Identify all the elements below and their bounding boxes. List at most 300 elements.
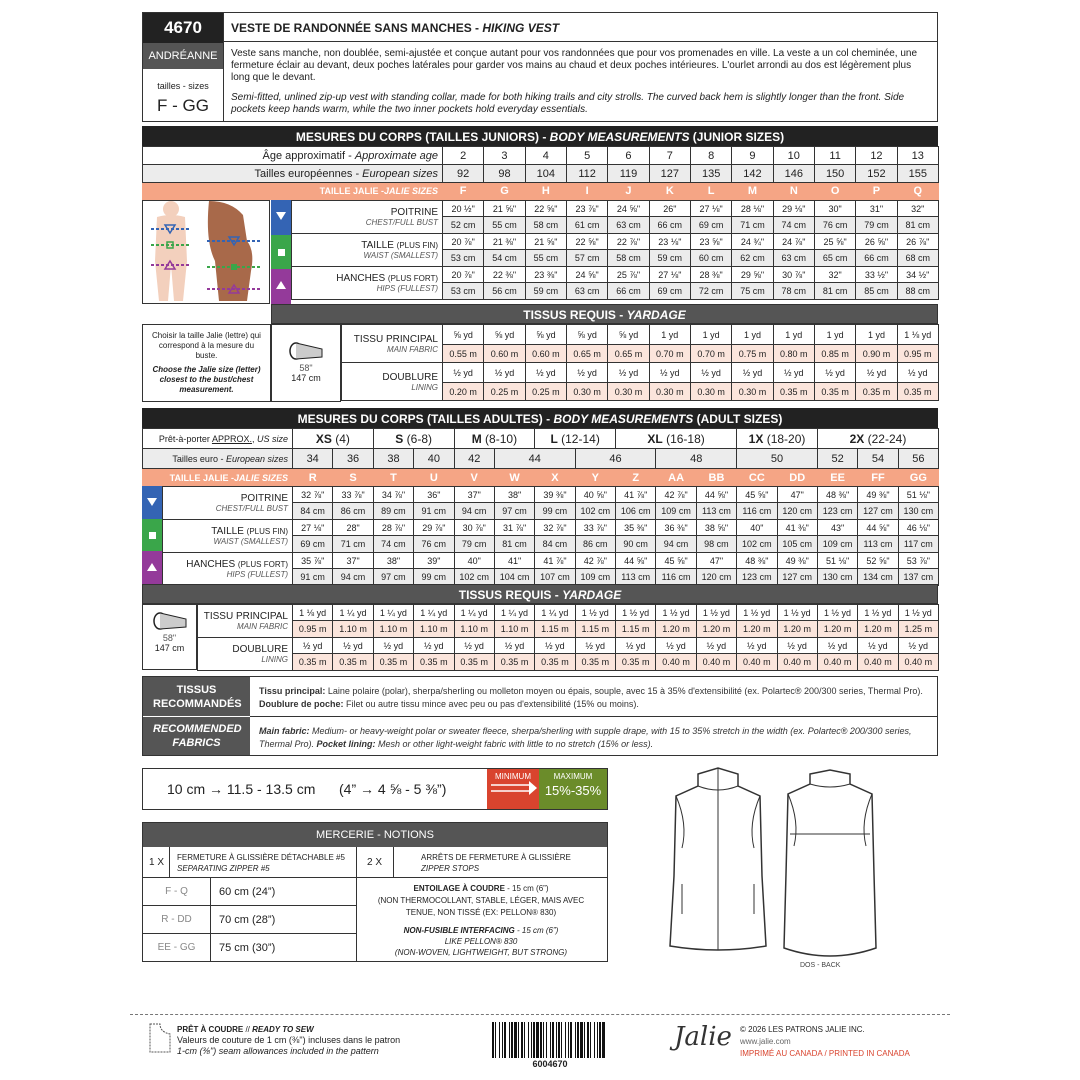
measure-cm-cell: 89 cm xyxy=(373,503,413,520)
euro-size-cell: 119 xyxy=(608,165,649,183)
age-cell: 13 xyxy=(897,147,938,165)
meter-cell: 0.30 m xyxy=(649,383,690,401)
vest-front-drawing xyxy=(670,768,766,950)
measure-inch-cell: 39 ⅜" xyxy=(535,487,575,503)
measure-cm-cell: 53 cm xyxy=(443,250,484,267)
measure-inch-cell: 40 ⅝" xyxy=(575,487,615,503)
age-cell: 10 xyxy=(773,147,814,165)
measure-inch-cell: 31" xyxy=(856,201,897,217)
meter-cell: 1.10 m xyxy=(373,621,413,638)
measure-cm-cell: 54 cm xyxy=(484,250,525,267)
stretch-imperial: (4” → 4 ⅝ - 5 ⅜”) xyxy=(339,781,447,797)
meter-cell: 0.30 m xyxy=(732,383,773,401)
euro-size-cell: 34 xyxy=(293,449,333,469)
barcode-bar xyxy=(499,1022,500,1058)
yard-cell: ½ yd xyxy=(856,363,897,383)
yard-cell: 1 ½ yd xyxy=(898,605,938,621)
junior-figure xyxy=(142,200,270,304)
measure-cm-cell: 88 cm xyxy=(897,283,938,300)
barcode-bar xyxy=(568,1022,569,1058)
measure-inch-cell: 25 ⅝" xyxy=(814,234,855,250)
measure-cm-cell: 86 cm xyxy=(575,536,615,553)
measure-cm-cell: 134 cm xyxy=(858,569,898,586)
zip-size: F - Q xyxy=(143,878,211,906)
measure-cm-cell: 81 cm xyxy=(814,283,855,300)
measure-inch-cell: 26" xyxy=(649,201,690,217)
measure-cm-cell: 79 cm xyxy=(454,536,494,553)
main-fabric-label: TISSU PRINCIPAL MAIN FABRIC xyxy=(198,605,293,638)
measure-cm-cell: 71 cm xyxy=(333,536,373,553)
measure-cm-cell: 75 cm xyxy=(732,283,773,300)
measure-cm-cell: 76 cm xyxy=(814,217,855,234)
fabric-roll-icon xyxy=(286,339,326,361)
triangle-down-icon xyxy=(276,212,286,220)
measure-cm-cell: 120 cm xyxy=(696,569,736,586)
measure-cm-cell: 109 cm xyxy=(817,536,857,553)
arrow-right-icon xyxy=(489,781,537,795)
measure-cm-cell: 66 cm xyxy=(856,250,897,267)
meter-cell: 1.20 m xyxy=(737,621,777,638)
measure-inch-cell: 20 ⅞" xyxy=(443,234,484,250)
meter-cell: 1.10 m xyxy=(494,621,534,638)
measure-inch-cell: 49 ⅜" xyxy=(777,553,817,569)
measure-label: TAILLE (PLUS FIN) WAIST (SMALLEST) xyxy=(163,520,293,553)
measure-inch-cell: 24 ⅝" xyxy=(608,201,649,217)
measure-inch-cell: 28" xyxy=(333,520,373,536)
yard-cell: ½ yd xyxy=(777,638,817,654)
measure-cm-cell: 69 cm xyxy=(690,217,731,234)
measure-cm-cell: 81 cm xyxy=(897,217,938,234)
euro-size-cell: 155 xyxy=(897,165,938,183)
yard-cell: ½ yd xyxy=(333,638,373,654)
adult-euro-label: Tailles euro - European sizes xyxy=(143,449,293,469)
jalie-size-cell: Y xyxy=(575,469,615,487)
fabric-roll-icon xyxy=(150,609,190,631)
zip-label: FERMETURE À GLISSIÈRE DÉTACHABLE #5 SEPARATING ZIPPER #5 xyxy=(177,853,345,873)
yard-cell: ½ yd xyxy=(454,638,494,654)
title-en: HIKING VEST xyxy=(482,21,560,35)
vest-technical-drawing xyxy=(660,764,890,974)
meter-cell: 0.35 m xyxy=(616,654,656,671)
yard-cell: 1 ½ yd xyxy=(656,605,696,621)
copyright: © 2026 LES PATRONS JALIE INC. www.jalie.com IMPRIMÉ AU CANADA / PRINTED IN CANADA xyxy=(740,1025,910,1058)
measure-cm-cell: 76 cm xyxy=(414,536,454,553)
yard-cell: 1 yd xyxy=(856,325,897,345)
euro-size-cell: 127 xyxy=(649,165,690,183)
measure-cm-cell: 63 cm xyxy=(566,283,607,300)
measure-inch-cell: 28 ⅞" xyxy=(373,520,413,536)
barcode-bar xyxy=(558,1022,560,1058)
title-fr: VESTE DE RANDONNÉE SANS MANCHES xyxy=(231,21,472,35)
measure-inch-cell: 21 ⅝" xyxy=(525,234,566,250)
jalie-size-cell: P xyxy=(856,183,897,200)
description-fr: Veste sans manche, non doublée, semi-ajustée et conçue autant pour vos randonnées que pour vos promenades en ville. La veste a un col cheminée, une fermeture éclair au devant, deux poches latérales pour garder vos mains au chaud et deux poches intérieures. L'ourlet arrondi au dos est légèrement plus long que le devant. xyxy=(231,48,918,83)
measure-cm-cell: 69 cm xyxy=(649,283,690,300)
yard-cell: ½ yd xyxy=(732,363,773,383)
stretch-guide xyxy=(142,768,608,810)
junior-yardage-table xyxy=(341,324,939,401)
junior-title-en: BODY MEASUREMENTS xyxy=(549,130,690,144)
measure-cm-cell: 102 cm xyxy=(575,503,615,520)
measure-cm-cell: 113 cm xyxy=(616,569,656,586)
yard-cell: ½ yd xyxy=(293,638,333,654)
barcode-bar xyxy=(561,1022,562,1058)
measure-cm-cell: 66 cm xyxy=(649,217,690,234)
yard-cell: ½ yd xyxy=(443,363,484,383)
measure-inch-cell: 28 ⅛" xyxy=(732,201,773,217)
meter-cell: 0.95 m xyxy=(897,345,938,363)
triangle-up-icon xyxy=(276,281,286,289)
measure-cm-cell: 69 cm xyxy=(293,536,333,553)
jalie-label: TAILLE JALIE -JALIE SIZES xyxy=(143,183,443,200)
meter-cell: 0.90 m xyxy=(856,345,897,363)
barcode-bar xyxy=(511,1022,513,1058)
meter-cell: 1.10 m xyxy=(454,621,494,638)
measure-inch-cell: 33 ⅞" xyxy=(333,487,373,503)
measure-inch-cell: 33 ⅞" xyxy=(575,520,615,536)
notions-divider xyxy=(169,847,170,877)
yard-cell: 1 ¼ yd xyxy=(414,605,454,621)
measure-cm-cell: 55 cm xyxy=(484,217,525,234)
measure-cm-cell: 109 cm xyxy=(575,569,615,586)
measure-inch-cell: 47" xyxy=(696,553,736,569)
jalie-size-cell: K xyxy=(649,183,690,200)
measure-cm-cell: 137 cm xyxy=(898,569,938,586)
yard-cell: 1 ½ yd xyxy=(696,605,736,621)
barcode-bar xyxy=(587,1022,589,1058)
age-cell: 11 xyxy=(814,147,855,165)
meter-cell: 1.15 m xyxy=(575,621,615,638)
meter-cell: 0.55 m xyxy=(443,345,484,363)
meter-cell: 0.25 m xyxy=(525,383,566,401)
zip-length: 75 cm (30”) xyxy=(211,934,356,962)
euro-size-cell: 146 xyxy=(773,165,814,183)
notions-divider xyxy=(393,847,394,877)
meter-cell: 1.20 m xyxy=(817,621,857,638)
yard-cell: 1 yd xyxy=(773,325,814,345)
jalie-size-cell: J xyxy=(608,183,649,200)
measure-inch-cell: 40" xyxy=(454,553,494,569)
yard-cell: ⅝ yd xyxy=(566,325,607,345)
yard-cell: ½ yd xyxy=(814,363,855,383)
measure-inch-cell: 39" xyxy=(414,553,454,569)
measure-label: HANCHES (PLUS FORT) HIPS (FULLEST) xyxy=(163,553,293,586)
measure-cm-cell: 99 cm xyxy=(414,569,454,586)
meter-cell: 0.30 m xyxy=(566,383,607,401)
measure-inch-cell: 37" xyxy=(454,487,494,503)
junior-yardage-title: TISSUS REQUIS - YARDAGE xyxy=(271,304,938,324)
stretch-metric: 10 cm → 11.5 - 13.5 cm xyxy=(167,781,316,797)
measure-inch-cell: 35 ⅜" xyxy=(616,520,656,536)
fabrics-label-en: RECOMMENDED FABRICS xyxy=(143,717,250,755)
fabric-roll-adult xyxy=(142,604,197,670)
jalie-size-cell: R xyxy=(293,469,333,487)
measure-cm-cell: 102 cm xyxy=(454,569,494,586)
measure-cm-cell: 94 cm xyxy=(656,536,696,553)
yard-cell: ½ yd xyxy=(898,638,938,654)
euro-size-cell: 42 xyxy=(454,449,494,469)
junior-title-en2: (JUNIOR SIZES) xyxy=(692,130,785,144)
jalie-size-cell: AA xyxy=(656,469,696,487)
measure-inch-cell: 26 ⅞" xyxy=(897,234,938,250)
fabrics-divider xyxy=(250,716,938,717)
waist-marker-adult xyxy=(142,519,162,551)
pattern-name: ANDRÉANNE xyxy=(143,43,223,69)
hips-marker-adult xyxy=(142,551,162,584)
yard-cell: ½ yd xyxy=(494,638,534,654)
barcode-bar xyxy=(597,1022,598,1058)
footer-divider xyxy=(130,1014,950,1015)
measure-inch-cell: 45 ⅝" xyxy=(737,487,777,503)
measure-inch-cell: 30 ⅞" xyxy=(773,267,814,283)
max-stretch-box xyxy=(539,769,607,809)
width-in: 58" xyxy=(162,633,177,643)
measure-cm-cell: 90 cm xyxy=(616,536,656,553)
measure-inch-cell: 51 ⅛" xyxy=(817,553,857,569)
adult-yardage-title: TISSUS REQUIS - YARDAGE xyxy=(142,584,938,604)
yard-cell: 1 ⅛ yd xyxy=(293,605,333,621)
barcode-bar xyxy=(594,1022,595,1058)
bust-marker-junior xyxy=(271,200,291,235)
measure-label: POITRINE CHEST/FULL BUST xyxy=(163,487,293,520)
meter-cell: 0.40 m xyxy=(817,654,857,671)
age-cell: 12 xyxy=(856,147,897,165)
triangle-up-icon xyxy=(147,563,157,571)
measure-inch-cell: 29 ⅛" xyxy=(773,201,814,217)
meter-cell: 0.40 m xyxy=(737,654,777,671)
rtw-size-cell: L (12-14) xyxy=(535,429,616,449)
yard-cell: 1 ½ yd xyxy=(777,605,817,621)
meter-cell: 0.30 m xyxy=(608,383,649,401)
measure-inch-cell: 22 ⅝" xyxy=(566,234,607,250)
measure-inch-cell: 30 ⅞" xyxy=(454,520,494,536)
measure-cm-cell: 61 cm xyxy=(566,217,607,234)
age-cell: 2 xyxy=(443,147,484,165)
jalie-size-cell: W xyxy=(494,469,534,487)
measure-inch-cell: 45 ⅝" xyxy=(656,553,696,569)
measure-inch-cell: 24 ⅞" xyxy=(773,234,814,250)
barcode-bar xyxy=(602,1022,605,1058)
jalie-size-cell: X xyxy=(535,469,575,487)
meter-cell: 0.35 m xyxy=(494,654,534,671)
lining-fabric-label: DOUBLURE LINING xyxy=(342,363,443,401)
jalie-size-cell: H xyxy=(525,183,566,200)
max-label: MAXIMUM xyxy=(553,772,593,781)
jalie-logo: Jalie xyxy=(674,1022,732,1052)
choose-en: Choose the Jalie size (letter) closest to the bust/chest measurement. xyxy=(152,365,261,394)
meter-cell: 0.70 m xyxy=(649,345,690,363)
measure-inch-cell: 28 ⅜" xyxy=(690,267,731,283)
measure-cm-cell: 81 cm xyxy=(494,536,534,553)
meter-cell: 0.35 m xyxy=(773,383,814,401)
measure-cm-cell: 105 cm xyxy=(777,536,817,553)
zip-length: 60 cm (24”) xyxy=(211,878,356,906)
age-label: Âge approximatif - Approximate age xyxy=(143,147,443,165)
measure-cm-cell: 56 cm xyxy=(484,283,525,300)
age-cell: 5 xyxy=(566,147,607,165)
measure-inch-cell: 53 ⅞" xyxy=(898,553,938,569)
yard-cell: 1 yd xyxy=(690,325,731,345)
yard-cell: 1 yd xyxy=(732,325,773,345)
yard-cell: ½ yd xyxy=(897,363,938,383)
measure-cm-cell: 74 cm xyxy=(373,536,413,553)
measure-inch-cell: 44 ⅝" xyxy=(858,520,898,536)
meter-cell: 0.60 m xyxy=(484,345,525,363)
adult-yardage-table xyxy=(197,604,939,671)
adult-head-table xyxy=(142,428,939,487)
yard-cell: ½ yd xyxy=(535,638,575,654)
measure-cm-cell: 79 cm xyxy=(856,217,897,234)
yard-cell: 1 ⅛ yd xyxy=(897,325,938,345)
yard-cell: 1 yd xyxy=(649,325,690,345)
barcode-bar xyxy=(492,1022,494,1058)
barcode-bar xyxy=(528,1022,529,1058)
measure-cm-cell: 53 cm xyxy=(443,283,484,300)
meter-cell: 0.25 m xyxy=(484,383,525,401)
barcode-bar xyxy=(552,1022,554,1058)
jalie-size-cell: L xyxy=(690,183,731,200)
yard-cell: ½ yd xyxy=(616,638,656,654)
measure-inch-cell: 38 ⅝" xyxy=(696,520,736,536)
meter-cell: 0.85 m xyxy=(814,345,855,363)
yard-cell: 1 ½ yd xyxy=(858,605,898,621)
fabric-roll-junior xyxy=(271,324,341,402)
rtw-size-cell: 1X (18-20) xyxy=(737,429,818,449)
jalie-size-cell: F xyxy=(443,183,484,200)
measure-inch-cell: 41 ⅞" xyxy=(535,553,575,569)
rtw-size-cell: S (6-8) xyxy=(373,429,454,449)
jalie-size-cell: BB xyxy=(696,469,736,487)
yard-cell: 1 ¼ yd xyxy=(535,605,575,621)
measure-cm-cell: 107 cm xyxy=(535,569,575,586)
meter-cell: 1.20 m xyxy=(777,621,817,638)
euro-size-cell: 142 xyxy=(732,165,773,183)
measure-cm-cell: 97 cm xyxy=(494,503,534,520)
measure-cm-cell: 84 cm xyxy=(293,503,333,520)
measure-inch-cell: 40" xyxy=(737,520,777,536)
title xyxy=(231,21,559,35)
meter-cell: 0.60 m xyxy=(525,345,566,363)
measure-cm-cell: 120 cm xyxy=(777,503,817,520)
measure-inch-cell: 23 ⅛" xyxy=(649,234,690,250)
barcode-bar xyxy=(599,1022,601,1058)
barcode-number: 6004670 xyxy=(532,1059,568,1069)
vest-back-drawing xyxy=(784,770,876,956)
euro-size-cell: 46 xyxy=(575,449,656,469)
measure-inch-cell: 32 ⅞" xyxy=(535,520,575,536)
measure-inch-cell: 32 ⅞" xyxy=(293,487,333,503)
measure-inch-cell: 51 ⅛" xyxy=(898,487,938,503)
measure-cm-cell: 62 cm xyxy=(732,250,773,267)
yard-cell: 1 ½ yd xyxy=(817,605,857,621)
rtw-size-cell: 2X (22-24) xyxy=(817,429,938,449)
pattern-number: 4670 xyxy=(143,13,223,43)
measure-cm-cell: 97 cm xyxy=(373,569,413,586)
jalie-size-cell: N xyxy=(773,183,814,200)
yard-cell: ½ yd xyxy=(608,363,649,383)
meter-cell: 1.25 m xyxy=(898,621,938,638)
measure-inch-cell: 46 ⅛" xyxy=(898,520,938,536)
barcode-bar xyxy=(536,1022,539,1058)
measure-cm-cell: 127 cm xyxy=(777,569,817,586)
yard-cell: ½ yd xyxy=(373,638,413,654)
barcode xyxy=(490,1022,610,1058)
barcode-bar xyxy=(556,1022,557,1058)
ready-to-sew: PRÊT À COUDRE // READY TO SEW Valeurs de couture de 1 cm (⅜") incluses dans le patron 1-cm (⅜") seam allowances included in the pattern xyxy=(177,1025,401,1056)
measure-cm-cell: 123 cm xyxy=(737,569,777,586)
yard-cell: ⅝ yd xyxy=(525,325,566,345)
euro-size-cell: 54 xyxy=(858,449,898,469)
measure-cm-cell: 63 cm xyxy=(608,217,649,234)
yard-cell: ½ yd xyxy=(773,363,814,383)
meter-cell: 0.35 m xyxy=(814,383,855,401)
header xyxy=(142,12,938,122)
notions-title: MERCERIE - NOTIONS xyxy=(143,823,607,847)
measure-cm-cell: 130 cm xyxy=(817,569,857,586)
jalie-size-cell: O xyxy=(814,183,855,200)
meter-cell: 0.35 m xyxy=(897,383,938,401)
measure-cm-cell: 91 cm xyxy=(293,569,333,586)
measure-inch-cell: 34 ½" xyxy=(897,267,938,283)
measure-inch-cell: 24 ¾" xyxy=(732,234,773,250)
measure-inch-cell: 41 ⅜" xyxy=(777,520,817,536)
measure-label: POITRINE CHEST/FULL BUST xyxy=(292,201,443,234)
meter-cell: 0.35 m xyxy=(535,654,575,671)
measure-inch-cell: 27 ⅛" xyxy=(649,267,690,283)
measure-inch-cell: 37" xyxy=(333,553,373,569)
measure-cm-cell: 94 cm xyxy=(454,503,494,520)
yard-cell: ½ yd xyxy=(858,638,898,654)
adult-jalie-label: TAILLE JALIE -JALIE SIZES xyxy=(143,469,293,487)
measure-cm-cell: 117 cm xyxy=(898,536,938,553)
meter-cell: 0.95 m xyxy=(293,621,333,638)
fabrics-text-fr: Tissu principal: Laine polaire (polar), sherpa/sherling ou molleton moyen ou épais, souple, avec 15 à 35% d'extensibilité (ex. Polartec® 200/300 series, Thermal Pro). Doublure de poche: Filet ou autre tissu mince avec peu ou pas d'extensibilité (15% ou moins). xyxy=(259,686,923,709)
age-cell: 4 xyxy=(525,147,566,165)
measure-cm-cell: 106 cm xyxy=(616,503,656,520)
measure-cm-cell: 91 cm xyxy=(414,503,454,520)
measure-cm-cell: 68 cm xyxy=(897,250,938,267)
meter-cell: 0.40 m xyxy=(858,654,898,671)
sizes-label: tailles - sizes xyxy=(157,81,209,91)
measure-inch-cell: 24 ⅝" xyxy=(566,267,607,283)
jalie-size-cell: DD xyxy=(777,469,817,487)
measure-inch-cell: 48 ⅜" xyxy=(817,487,857,503)
age-cell: 9 xyxy=(732,147,773,165)
yard-cell: 1 ½ yd xyxy=(737,605,777,621)
yard-cell: ⅝ yd xyxy=(484,325,525,345)
barcode-bar xyxy=(504,1022,506,1058)
lining-fabric-label: DOUBLURE LINING xyxy=(198,638,293,671)
measure-cm-cell: 66 cm xyxy=(608,283,649,300)
barcode-bar xyxy=(570,1022,572,1058)
barcode-bar xyxy=(521,1022,523,1058)
measure-inch-cell: 34 ⅞" xyxy=(373,487,413,503)
yard-cell: 1 ¼ yd xyxy=(454,605,494,621)
meter-cell: 0.35 m xyxy=(454,654,494,671)
adult-title: MESURES DU CORPS (TAILLES ADULTES) - BODY MEASUREMENTS (ADULT SIZES) xyxy=(142,408,938,428)
measure-cm-cell: 58 cm xyxy=(525,217,566,234)
measure-cm-cell: 86 cm xyxy=(333,503,373,520)
meter-cell: 0.35 m xyxy=(333,654,373,671)
yard-cell: ½ yd xyxy=(696,638,736,654)
euro-size-cell: 98 xyxy=(484,165,525,183)
width-cm: 147 cm xyxy=(291,373,321,383)
measure-cm-cell: 72 cm xyxy=(690,283,731,300)
yard-cell: ½ yd xyxy=(575,638,615,654)
jalie-size-cell: M xyxy=(732,183,773,200)
measure-cm-cell: 98 cm xyxy=(696,536,736,553)
measure-inch-cell: 52 ⅝" xyxy=(858,553,898,569)
